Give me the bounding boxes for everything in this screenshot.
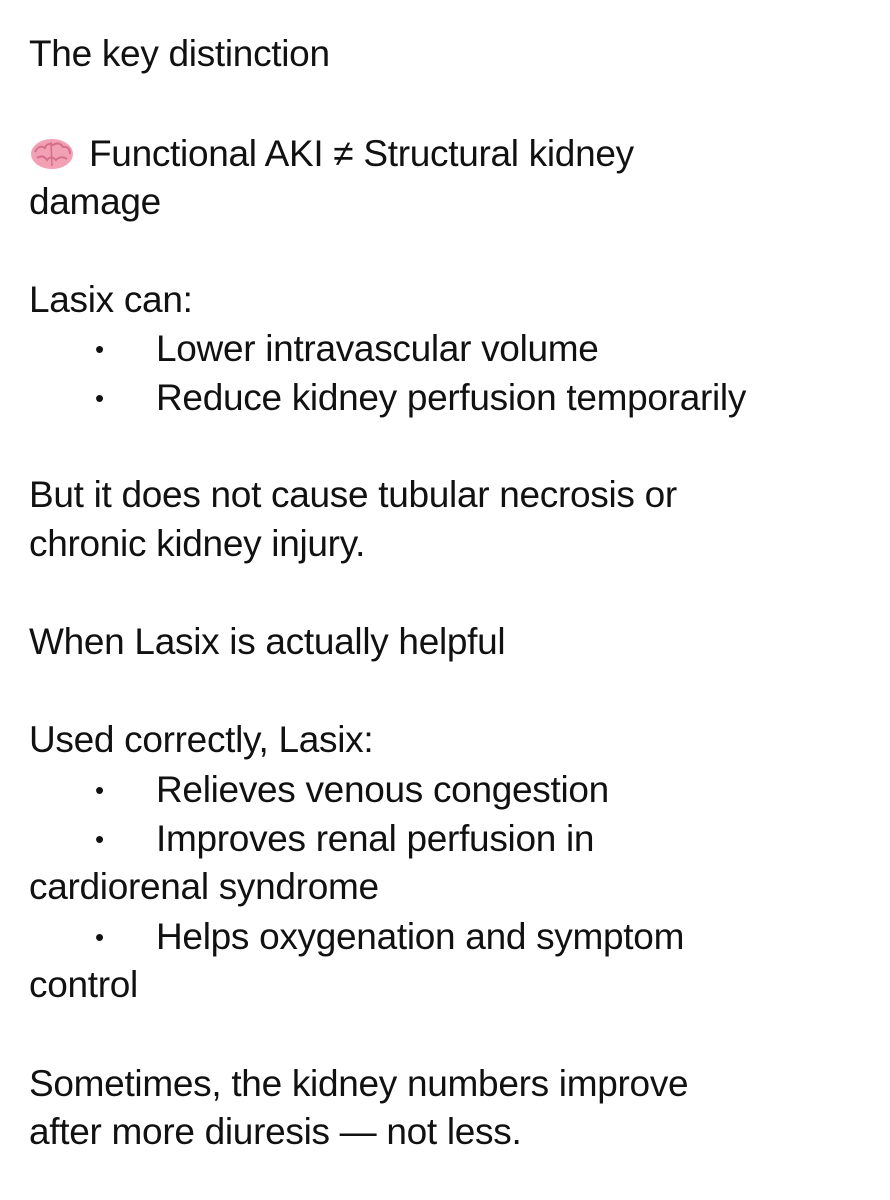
list-item-text: Reduce kidney perfusion temporarily xyxy=(156,377,747,418)
list-item-text: Relieves venous congestion xyxy=(156,769,609,810)
bullet-icon: • xyxy=(95,824,104,854)
paragraph-line: chronic kidney injury. xyxy=(29,523,366,564)
damage-line: damage xyxy=(29,181,161,222)
list-item-text: Improves renal perfusion in xyxy=(156,818,595,859)
bullet-icon: • xyxy=(95,922,104,952)
brain-icon xyxy=(29,136,75,172)
list-item-continuation: control xyxy=(29,964,138,1005)
lasix-can-heading: Lasix can: xyxy=(29,279,193,320)
functional-vs-structural-line xyxy=(29,130,634,178)
list-item-text: Lower intravascular volume xyxy=(156,328,599,369)
heading-key-distinction: The key distinction xyxy=(29,33,330,74)
heading-when-helpful: When Lasix is actually helpful xyxy=(29,621,506,662)
paragraph-line: after more diuresis — not less. xyxy=(29,1111,522,1152)
bullet-icon: • xyxy=(95,383,104,413)
list-item-continuation: cardiorenal syndrome xyxy=(29,866,379,907)
bullet-icon: • xyxy=(95,775,104,805)
list-item-text: Helps oxygenation and symptom xyxy=(156,916,685,957)
functional-vs-structural-text: Functional AKI ≠ Structural kidney xyxy=(89,133,634,174)
bullet-icon: • xyxy=(95,334,104,364)
paragraph-line: Sometimes, the kidney numbers improve xyxy=(29,1063,689,1104)
paragraph-line: But it does not cause tubular necrosis or xyxy=(29,474,677,515)
used-correctly-heading: Used correctly, Lasix: xyxy=(29,719,374,760)
